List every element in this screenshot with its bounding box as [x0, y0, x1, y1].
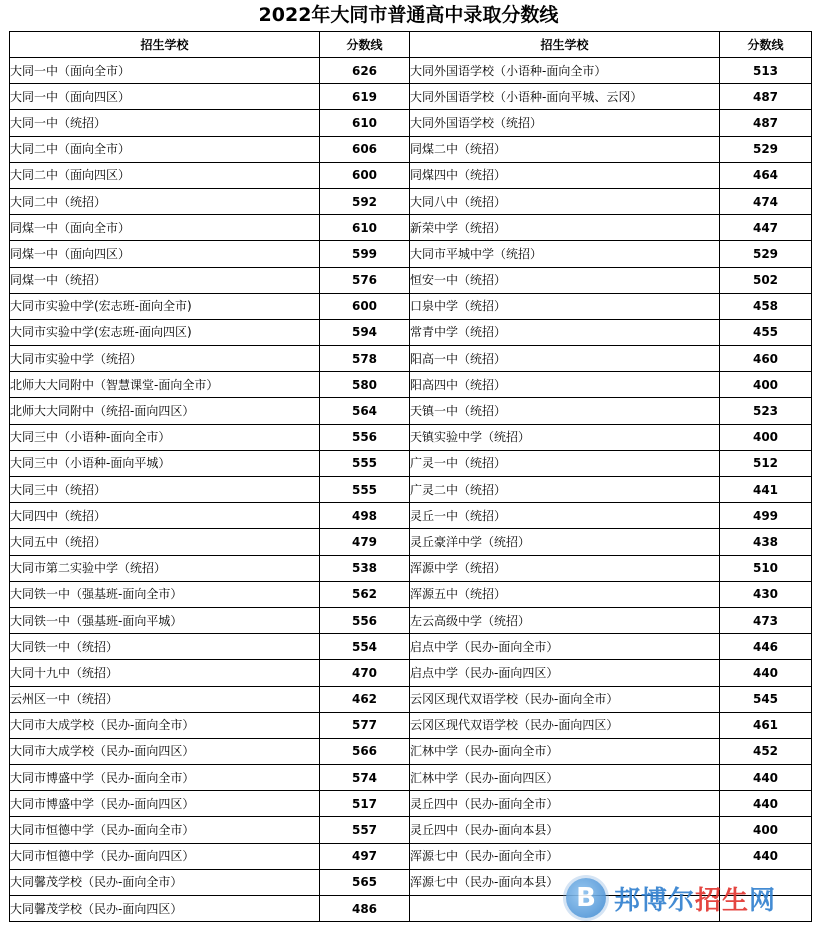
score-cell-left: 556 — [320, 607, 410, 633]
school-cell-right: 天镇实验中学（统招） — [410, 424, 720, 450]
school-cell-left: 大同馨茂学校（民办-面向全市） — [10, 869, 320, 895]
score-cell-right: 487 — [720, 84, 812, 110]
school-cell-left: 大同十九中（统招） — [10, 660, 320, 686]
school-cell-right: 阳高四中（统招） — [410, 372, 720, 398]
school-cell-left: 大同三中（小语种-面向平城） — [10, 450, 320, 476]
score-cell-right: 487 — [720, 110, 812, 136]
table-row — [10, 686, 812, 712]
school-cell-right: 常青中学（统招） — [410, 319, 720, 345]
school-cell-left: 大同铁一中（统招） — [10, 634, 320, 660]
score-cell-left: 619 — [320, 84, 410, 110]
school-cell-right: 云冈区现代双语学校（民办-面向四区） — [410, 712, 720, 738]
score-cell-left: 578 — [320, 346, 410, 372]
school-cell-left: 大同一中（统招） — [10, 110, 320, 136]
score-cell-left: 592 — [320, 188, 410, 214]
school-cell-right: 大同八中（统招） — [410, 188, 720, 214]
score-cell-left: 576 — [320, 267, 410, 293]
score-cell-left: 538 — [320, 555, 410, 581]
score-cell-left: 626 — [320, 58, 410, 84]
score-cell-right: 440 — [720, 791, 812, 817]
school-cell-left: 大同三中（小语种-面向全市） — [10, 424, 320, 450]
table-row — [10, 58, 812, 84]
table-row — [10, 738, 812, 764]
school-cell-left: 大同市博盛中学（民办-面向全市） — [10, 765, 320, 791]
school-cell-left: 大同市恒德中学（民办-面向全市） — [10, 817, 320, 843]
watermark-text — [614, 880, 776, 917]
school-cell-right: 灵丘一中（统招） — [410, 503, 720, 529]
school-cell-right: 汇林中学（民办-面向四区） — [410, 765, 720, 791]
table-row — [10, 529, 812, 555]
score-cell-right: 441 — [720, 477, 812, 503]
watermark-text-c: 网 — [749, 885, 777, 916]
table-row — [10, 791, 812, 817]
school-cell-left: 大同铁一中（强基班-面向平城） — [10, 607, 320, 633]
school-cell-left: 北师大大同附中（统招-面向四区） — [10, 398, 320, 424]
school-cell-left: 大同一中（面向四区） — [10, 84, 320, 110]
score-cell-right: 440 — [720, 765, 812, 791]
score-cell-right: 473 — [720, 607, 812, 633]
score-cell-right: 452 — [720, 738, 812, 764]
table-row — [10, 84, 812, 110]
score-cell-right: 446 — [720, 634, 812, 660]
school-cell-left: 大同市第二实验中学（统招） — [10, 555, 320, 581]
school-cell-left: 云州区一中（统招） — [10, 686, 320, 712]
score-cell-left: 517 — [320, 791, 410, 817]
score-cell-right: 455 — [720, 319, 812, 345]
score-cell-right: 499 — [720, 503, 812, 529]
header-school-left: 招生学校 — [10, 32, 320, 58]
school-cell-right: 同煤二中（统招） — [410, 136, 720, 162]
score-cell-left: 498 — [320, 503, 410, 529]
table-row — [10, 581, 812, 607]
school-cell-right: 同煤四中（统招） — [410, 162, 720, 188]
score-cell-right: 440 — [720, 843, 812, 869]
table-row — [10, 817, 812, 843]
school-cell-left: 大同市大成学校（民办-面向全市） — [10, 712, 320, 738]
table-row — [10, 712, 812, 738]
score-cell-left: 486 — [320, 896, 410, 922]
school-cell-right: 左云高级中学（统招） — [410, 607, 720, 633]
school-cell-left: 大同二中（面向全市） — [10, 136, 320, 162]
header-score-right: 分数线 — [720, 32, 812, 58]
school-cell-left: 大同五中（统招） — [10, 529, 320, 555]
table-row — [10, 241, 812, 267]
table-row — [10, 372, 812, 398]
school-cell-right: 广灵二中（统招） — [410, 477, 720, 503]
table-row — [10, 110, 812, 136]
school-cell-right: 汇林中学（民办-面向全市） — [410, 738, 720, 764]
score-cell-right: 447 — [720, 215, 812, 241]
school-cell-left: 大同二中（统招） — [10, 188, 320, 214]
school-cell-left: 大同二中（面向四区） — [10, 162, 320, 188]
score-cell-left: 497 — [320, 843, 410, 869]
score-cell-right: 545 — [720, 686, 812, 712]
school-cell-right: 大同外国语学校（小语种-面向平城、云冈） — [410, 84, 720, 110]
score-cell-left: 555 — [320, 450, 410, 476]
table-row — [10, 293, 812, 319]
school-cell-right: 大同市平城中学（统招） — [410, 241, 720, 267]
score-cell-right: 400 — [720, 424, 812, 450]
score-cell-left: 610 — [320, 215, 410, 241]
school-cell-left: 大同一中（面向全市） — [10, 58, 320, 84]
score-cell-left: 565 — [320, 869, 410, 895]
school-cell-left: 同煤一中（面向四区） — [10, 241, 320, 267]
school-cell-right: 新荣中学（统招） — [410, 215, 720, 241]
school-cell-left: 大同市实验中学(宏志班-面向全市) — [10, 293, 320, 319]
school-cell-right: 灵丘豪洋中学（统招） — [410, 529, 720, 555]
school-cell-left: 同煤一中（统招） — [10, 267, 320, 293]
watermark-logo-icon: B — [566, 878, 606, 918]
table-row — [10, 188, 812, 214]
table-row — [10, 319, 812, 345]
score-cell-left: 555 — [320, 477, 410, 503]
school-cell-left: 大同市大成学校（民办-面向四区） — [10, 738, 320, 764]
score-cell-right: 458 — [720, 293, 812, 319]
school-cell-right: 云冈区现代双语学校（民办-面向全市） — [410, 686, 720, 712]
page-title: 2022年大同市普通高中录取分数线 — [258, 4, 559, 26]
school-cell-right: 浑源五中（统招） — [410, 581, 720, 607]
header-school-right: 招生学校 — [410, 32, 720, 58]
school-cell-left: 大同市恒德中学（民办-面向四区） — [10, 843, 320, 869]
school-cell-right: 浑源七中（民办-面向本县） — [410, 869, 720, 895]
school-cell-right: 灵丘四中（民办-面向全市） — [410, 791, 720, 817]
score-cell-right: 513 — [720, 58, 812, 84]
school-cell-left: 大同三中（统招） — [10, 477, 320, 503]
watermark-text-b: 招生 — [695, 885, 750, 916]
score-cell-right: 430 — [720, 581, 812, 607]
score-cell-right: 529 — [720, 241, 812, 267]
score-cell-right: 400 — [720, 372, 812, 398]
school-cell-right: 阳高一中（统招） — [410, 346, 720, 372]
score-cell-right: 438 — [720, 529, 812, 555]
school-cell-left: 大同铁一中（强基班-面向全市） — [10, 581, 320, 607]
school-cell-left: 大同市博盛中学（民办-面向四区） — [10, 791, 320, 817]
table-row — [10, 398, 812, 424]
header-score-left: 分数线 — [320, 32, 410, 58]
score-cell-left: 557 — [320, 817, 410, 843]
table-row — [10, 136, 812, 162]
school-cell-left: 同煤一中（面向全市） — [10, 215, 320, 241]
score-cell-left: 580 — [320, 372, 410, 398]
score-cell-left: 600 — [320, 293, 410, 319]
score-cell-left: 594 — [320, 319, 410, 345]
table-row — [10, 215, 812, 241]
score-cell-right: 502 — [720, 267, 812, 293]
score-cell-right: 464 — [720, 162, 812, 188]
school-cell-left: 大同市实验中学（统招） — [10, 346, 320, 372]
table-row — [10, 660, 812, 686]
score-cell-right: 512 — [720, 450, 812, 476]
score-cell-right: 400 — [720, 817, 812, 843]
school-cell-right: 浑源中学（统招） — [410, 555, 720, 581]
school-cell-left: 大同馨茂学校（民办-面向四区） — [10, 896, 320, 922]
table-row — [10, 267, 812, 293]
table-row — [10, 765, 812, 791]
score-cell-left: 462 — [320, 686, 410, 712]
school-cell-left: 大同四中（统招） — [10, 503, 320, 529]
score-cell-left: 556 — [320, 424, 410, 450]
table-header-row — [10, 32, 812, 58]
score-cell-right: 440 — [720, 660, 812, 686]
school-cell-left: 大同市实验中学(宏志班-面向四区) — [10, 319, 320, 345]
school-cell-left: 北师大大同附中（智慧课堂-面向全市） — [10, 372, 320, 398]
score-cell-left: 479 — [320, 529, 410, 555]
school-cell-right: 灵丘四中（民办-面向本县） — [410, 817, 720, 843]
score-cell-right: 460 — [720, 346, 812, 372]
school-cell-right: 恒安一中（统招） — [410, 267, 720, 293]
score-cell-left: 610 — [320, 110, 410, 136]
score-cell-left: 574 — [320, 765, 410, 791]
school-cell-right: 大同外国语学校（统招） — [410, 110, 720, 136]
score-cell-left: 564 — [320, 398, 410, 424]
score-cell-left: 554 — [320, 634, 410, 660]
school-cell-right: 启点中学（民办-面向全市） — [410, 634, 720, 660]
score-cell-right: 529 — [720, 136, 812, 162]
table-row — [10, 477, 812, 503]
score-table — [9, 31, 812, 922]
score-cell-right: 461 — [720, 712, 812, 738]
score-cell-right: 523 — [720, 398, 812, 424]
table-row — [10, 424, 812, 450]
table-row — [10, 607, 812, 633]
table-row — [10, 555, 812, 581]
table-row — [10, 346, 812, 372]
watermark-text-a: 邦博尔 — [614, 885, 696, 916]
watermark — [566, 870, 806, 926]
score-cell-left: 599 — [320, 241, 410, 267]
table-row — [10, 450, 812, 476]
score-cell-left: 600 — [320, 162, 410, 188]
score-cell-left: 566 — [320, 738, 410, 764]
score-cell-left: 470 — [320, 660, 410, 686]
table-row — [10, 503, 812, 529]
score-cell-left: 562 — [320, 581, 410, 607]
school-cell-right: 口泉中学（统招） — [410, 293, 720, 319]
score-cell-right: 474 — [720, 188, 812, 214]
school-cell-right: 浑源七中（民办-面向全市） — [410, 843, 720, 869]
school-cell-right: 广灵一中（统招） — [410, 450, 720, 476]
score-cell-left: 606 — [320, 136, 410, 162]
school-cell-right: 大同外国语学校（小语种-面向全市） — [410, 58, 720, 84]
score-cell-left: 577 — [320, 712, 410, 738]
score-cell-right: 510 — [720, 555, 812, 581]
table-row — [10, 843, 812, 869]
school-cell-right: 天镇一中（统招） — [410, 398, 720, 424]
table-row — [10, 634, 812, 660]
table-row — [10, 162, 812, 188]
school-cell-right: 启点中学（民办-面向四区） — [410, 660, 720, 686]
